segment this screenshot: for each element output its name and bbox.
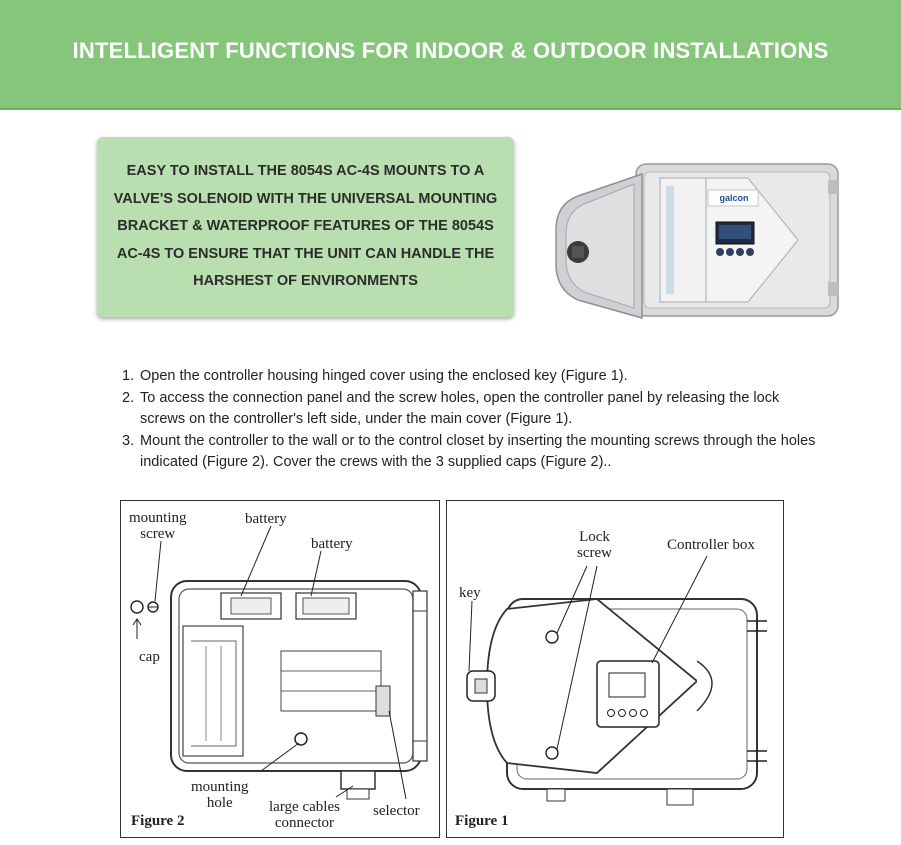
step-number: 3. (122, 432, 135, 449)
step-number: 1. (122, 368, 135, 384)
step-item (122, 366, 822, 388)
step-item (122, 431, 822, 474)
label-large-cables-connector (269, 799, 340, 831)
label-line: hole (206, 795, 233, 811)
label-line: screw (140, 526, 176, 542)
step-text: Mount the controller to the wall or to the control closet by inserting the mounting screws through the holes indicated (Figure 2). Cover the crews with the 3 supplied caps (Figure 2).. (140, 432, 816, 470)
installation-steps (122, 366, 822, 474)
feature-callout (97, 137, 514, 317)
label-controller-box: Controller box (667, 537, 755, 553)
label-line: Lock (579, 529, 610, 545)
label-line: mounting (191, 779, 249, 795)
controller-product-image (548, 160, 843, 328)
label-line: mounting (129, 510, 187, 526)
figure-2-title: Figure 2 (131, 813, 185, 829)
step-number: 2. (122, 389, 135, 406)
label-selector: selector (373, 803, 420, 819)
label-line: screw (577, 545, 612, 561)
step-text: To access the connection panel and the screw holes, open the controller panel by releasing the lock screws on the controller's left side, under the main cover (Figure 1). (140, 389, 780, 427)
label-battery-top: battery (245, 511, 287, 527)
figure-2-diagram (120, 500, 440, 838)
step-item (122, 388, 822, 431)
label-mounting-hole (191, 779, 249, 811)
galcon-logo: galcon (719, 193, 749, 203)
label-battery: battery (311, 536, 353, 552)
label-cap: cap (139, 649, 160, 665)
label-lock-screw (577, 529, 612, 561)
figure-1-diagram (446, 500, 784, 838)
step-text: Open the controller housing hinged cover using the enclosed key (Figure 1). (140, 368, 628, 384)
figure-1-title: Figure 1 (455, 813, 509, 829)
label-line: connector (274, 815, 335, 831)
label-key: key (459, 585, 481, 601)
label-mounting-screw (129, 510, 187, 542)
label-line: large cables (269, 799, 340, 815)
banner-title: INTELLIGENT FUNCTIONS FOR INDOOR & OUTDOOR INSTALLATIONS (72, 38, 829, 63)
header-banner (0, 0, 901, 110)
callout-text: EASY TO INSTALL THE 8054S AC-4S MOUNTS TO A VALVE'S SOLENOID WITH THE UNIVERSAL MOUNTING BRACKET & WATERPROOF FEATURES OF THE 8054S AC-4S TO ENSURE THAT THE UNIT CAN HANDLE THE HARSHEST OF ENVIRONMENTS (113, 163, 498, 290)
